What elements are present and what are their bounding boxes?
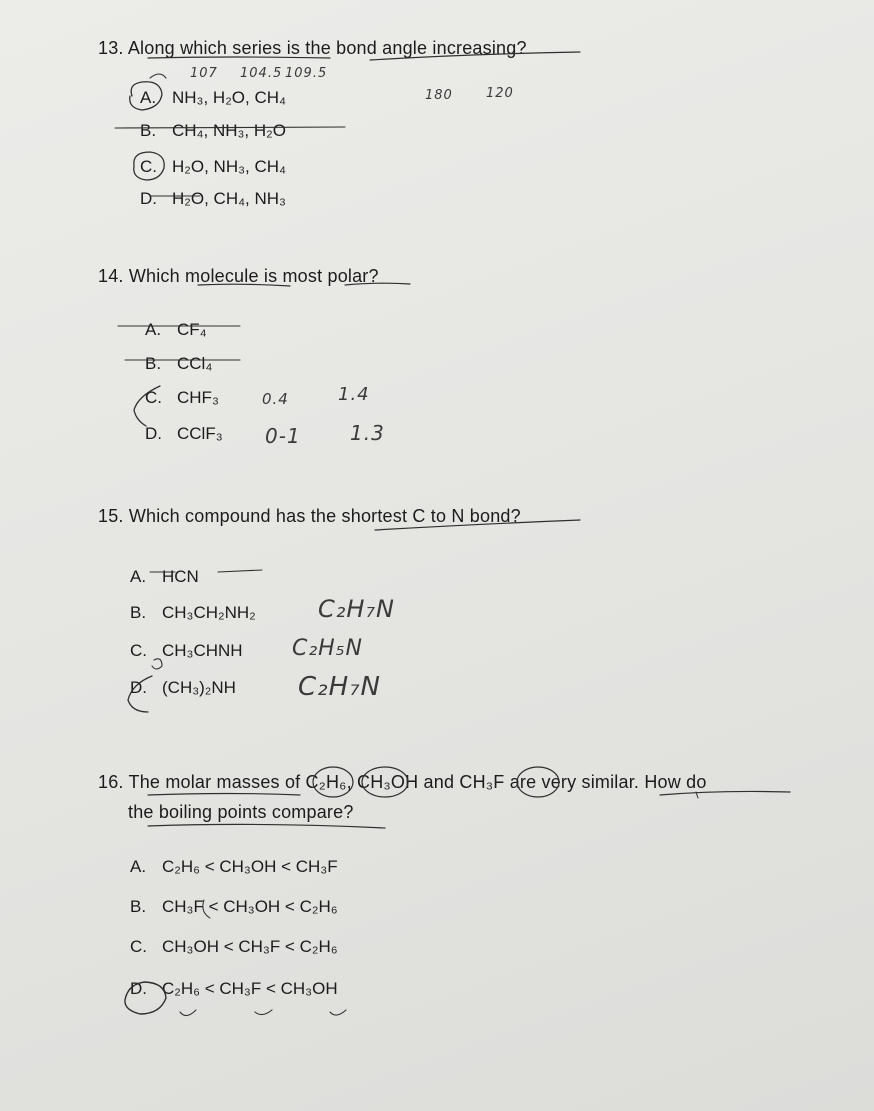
option-text: CH₄, NH₃, H₂O <box>172 121 286 140</box>
handwritten-0-4: 0.4 <box>262 390 289 408</box>
option-letter: C. <box>130 641 147 660</box>
option-letter: D. <box>140 189 157 208</box>
question-13-prompt: 13. Along which series is the bond angle increasing? <box>98 38 527 58</box>
q16-option-a[interactable] <box>130 857 338 877</box>
handwritten-angle-107: 107 <box>190 66 218 81</box>
q13-option-d[interactable] <box>140 189 286 209</box>
option-letter: C. <box>130 937 147 956</box>
option-text: C₂H₆ < CH₃F < CH₃OH <box>162 979 338 998</box>
scribble-q13-a <box>150 74 166 78</box>
option-text: C₂H₆ < CH₃OH < CH₃F <box>162 857 338 876</box>
handwritten-angle-104-5: 104.5 <box>240 66 283 81</box>
check-mark-1 <box>180 1010 196 1016</box>
question-15-prompt: 15. Which compound has the shortest C to N bond? <box>98 506 521 526</box>
q14-option-c[interactable] <box>145 388 219 408</box>
handwritten-180: 180 <box>425 88 453 103</box>
option-text: H₂O, CH₄, NH₃ <box>172 189 286 208</box>
option-letter: C. <box>145 388 162 407</box>
handwritten-c2h5n: C₂H₅N <box>292 636 363 661</box>
option-letter: D. <box>130 979 147 998</box>
option-letter: A. <box>130 567 147 586</box>
option-text: CCl₄ <box>177 354 213 373</box>
q14-option-d[interactable] <box>145 424 223 444</box>
q13-option-c[interactable] <box>140 157 286 177</box>
q14-option-b[interactable] <box>145 354 212 374</box>
option-letter: B. <box>130 897 147 916</box>
option-text: CH₃OH < CH₃F < C₂H₆ <box>162 937 338 956</box>
option-letter: B. <box>140 121 157 140</box>
handwritten-120: 120 <box>486 86 514 101</box>
q16-option-d[interactable] <box>130 979 338 999</box>
option-text: CClF₃ <box>177 424 223 443</box>
q14-option-a[interactable] <box>145 320 207 340</box>
underline-q16-boiling <box>148 824 385 828</box>
handwritten-1-4: 1.4 <box>338 384 370 405</box>
option-text: (CH₃)₂NH <box>162 678 236 697</box>
underline-q16-molar <box>148 794 300 796</box>
question-16-prompt-line1: 16. The molar masses of C₂H₆, CH₃OH and CH₃F are very similar. How do <box>98 772 707 792</box>
question-16-prompt-line2: the boiling points compare? <box>128 802 354 822</box>
option-letter: B. <box>130 603 147 622</box>
q16-option-b[interactable] <box>130 897 338 917</box>
handwritten-c2h7n-d: C₂H₇N <box>298 672 381 702</box>
option-text: HCN <box>162 567 199 586</box>
option-text: CHF₃ <box>177 388 219 407</box>
option-letter: A. <box>145 320 162 339</box>
handwritten-angle-109-5: 109.5 <box>285 66 328 81</box>
option-letter: D. <box>130 678 147 697</box>
question-14-prompt: 14. Which molecule is most polar? <box>98 266 379 286</box>
q15-option-a[interactable] <box>130 567 199 587</box>
option-letter: A. <box>140 88 157 107</box>
q15-option-c[interactable] <box>130 641 243 661</box>
option-text: CH₃F < CH₃OH < C₂H₆ <box>162 897 338 916</box>
option-text: CH₃CHNH <box>162 641 243 660</box>
handwritten-1-3: 1.3 <box>350 421 385 445</box>
option-text: CF₄ <box>177 320 207 339</box>
option-text: NH₃, H₂O, CH₄ <box>172 88 286 107</box>
q15-option-d[interactable] <box>130 678 236 698</box>
check-mark-2 <box>255 1010 272 1015</box>
q13-option-a[interactable] <box>140 88 286 108</box>
handwritten-c2h7n-b: C₂H₇N <box>318 595 395 623</box>
option-text: CH₃CH₂NH₂ <box>162 603 256 622</box>
q13-option-b[interactable] <box>140 121 286 141</box>
q16-option-c[interactable] <box>130 937 338 957</box>
option-letter: D. <box>145 424 162 443</box>
q15-option-b[interactable] <box>130 603 256 623</box>
option-letter: C. <box>140 157 157 176</box>
option-letter: A. <box>130 857 147 876</box>
handwritten-0-1: 0-1 <box>265 424 301 448</box>
check-mark-3 <box>330 1010 346 1015</box>
option-letter: B. <box>145 354 162 373</box>
dash-q15-a <box>218 570 262 572</box>
option-text: H₂O, NH₃, CH₄ <box>172 157 286 176</box>
